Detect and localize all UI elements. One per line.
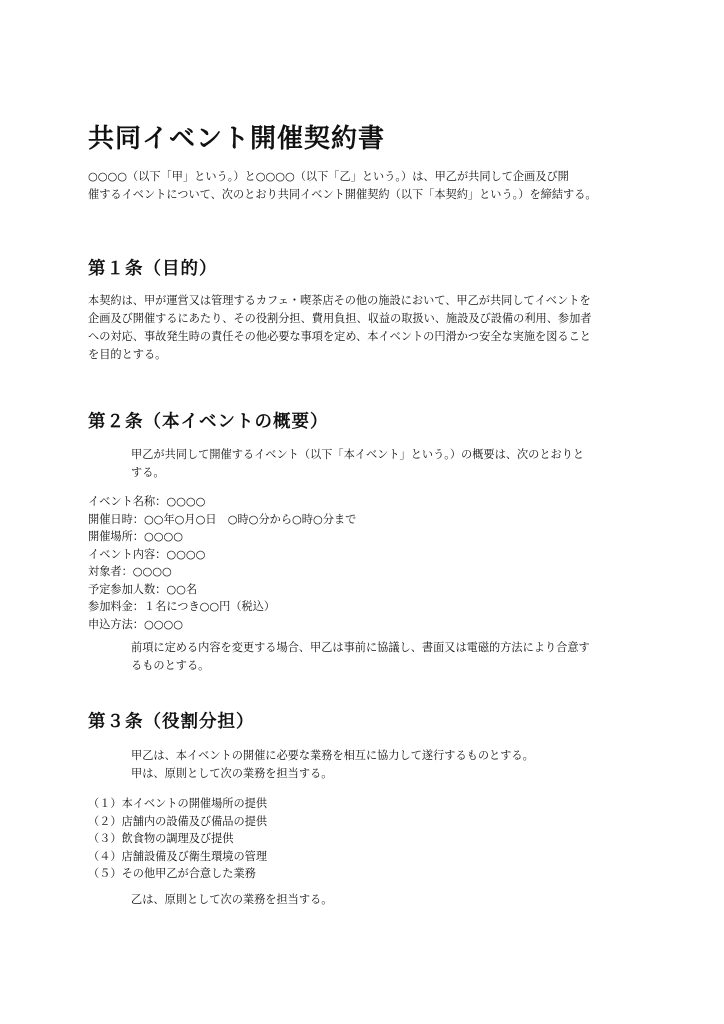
event-venue-item: 開催場所：○○○○: [88, 530, 183, 543]
event-datetime-item: 開催日時：○○年○月○日 ○時○分から○時○分まで: [88, 512, 357, 526]
duty-item: （５）その他甲乙が合意した業務: [88, 867, 256, 880]
article2-heading: 第２条（本イベントの概要）: [88, 412, 329, 432]
article3-heading: 第３条（役割分担）: [88, 712, 255, 732]
preamble-line: 催するイベントについて、次のとおり共同イベント開催契約（以下「本契約」という。）を締結する。: [88, 188, 597, 201]
duty-item: （１）本イベントの開催場所の提供: [88, 797, 268, 810]
preamble-line: ○○○○（以下「甲」という。）と○○○○（以下「乙」という。）は、甲乙が共同して企画及び開: [88, 170, 569, 183]
article1-line: を目的とする。: [88, 348, 167, 361]
duty-item: （２）店舗内の設備及び備品の提供: [88, 814, 268, 828]
article3-intro-line: 甲乙は、本イベントの開催に必要な業務を相互に協力して遂行するものとする。: [131, 749, 534, 762]
event-capacity-item: 予定参加人数：○○名: [88, 582, 198, 596]
duty-item: （３）飲食物の調理及び提供: [88, 832, 234, 845]
event-overview-list: [88, 493, 356, 633]
article2-intro-line: する。: [131, 466, 165, 479]
article1-line: 本契約は、甲が運営又は管理するカフェ・喫茶店その他の施設において、甲乙が共同してイベントを: [88, 294, 591, 307]
article1-line: 企画及び開催するにあたり、その役割分担、費用負担、収益の取扱い、施設及び設備の利用、参加者: [88, 312, 592, 325]
event-application-item: 申込方法：○○○○: [88, 617, 183, 631]
party-a-duties-list: [88, 795, 267, 883]
preamble-paragraph: [88, 168, 597, 204]
document-title: 共同イベント開催契約書: [88, 124, 386, 154]
article2-intro-line: 甲乙が共同して開催するイベント（以下「本イベント」という。）の概要は、次のとおりと: [131, 448, 585, 461]
article3-intro-line: 甲は、原則として次の業務を担当する。: [131, 767, 333, 780]
article2-closing: [131, 639, 590, 675]
article3-closing: 乙は、原則として次の業務を担当する。: [131, 893, 333, 906]
article1-heading: 第１条（目的）: [88, 259, 218, 279]
event-fee-item: 参加料金：１名につき○○円（税込）: [88, 600, 276, 613]
article1-line: への対応、事故発生時の責任その他必要な事項を定め、本イベントの円滑かつ安全な実施を図ること: [88, 330, 591, 343]
event-target-item: 対象者：○○○○: [88, 565, 172, 578]
event-name-item: イベント名称：○○○○: [88, 495, 206, 508]
duty-item: （４）店舗設備及び衛生環境の管理: [88, 849, 268, 863]
article1-paragraph: [88, 292, 591, 364]
article2-closing-line: 前項に定める内容を変更する場合、甲乙は事前に協議し、書面又は電磁的方法により合意す: [131, 641, 590, 654]
article2-closing-line: るものとする。: [131, 659, 210, 672]
article3-intro: [131, 747, 534, 783]
article2-intro: [131, 446, 584, 482]
event-content-item: イベント内容：○○○○: [88, 547, 206, 561]
